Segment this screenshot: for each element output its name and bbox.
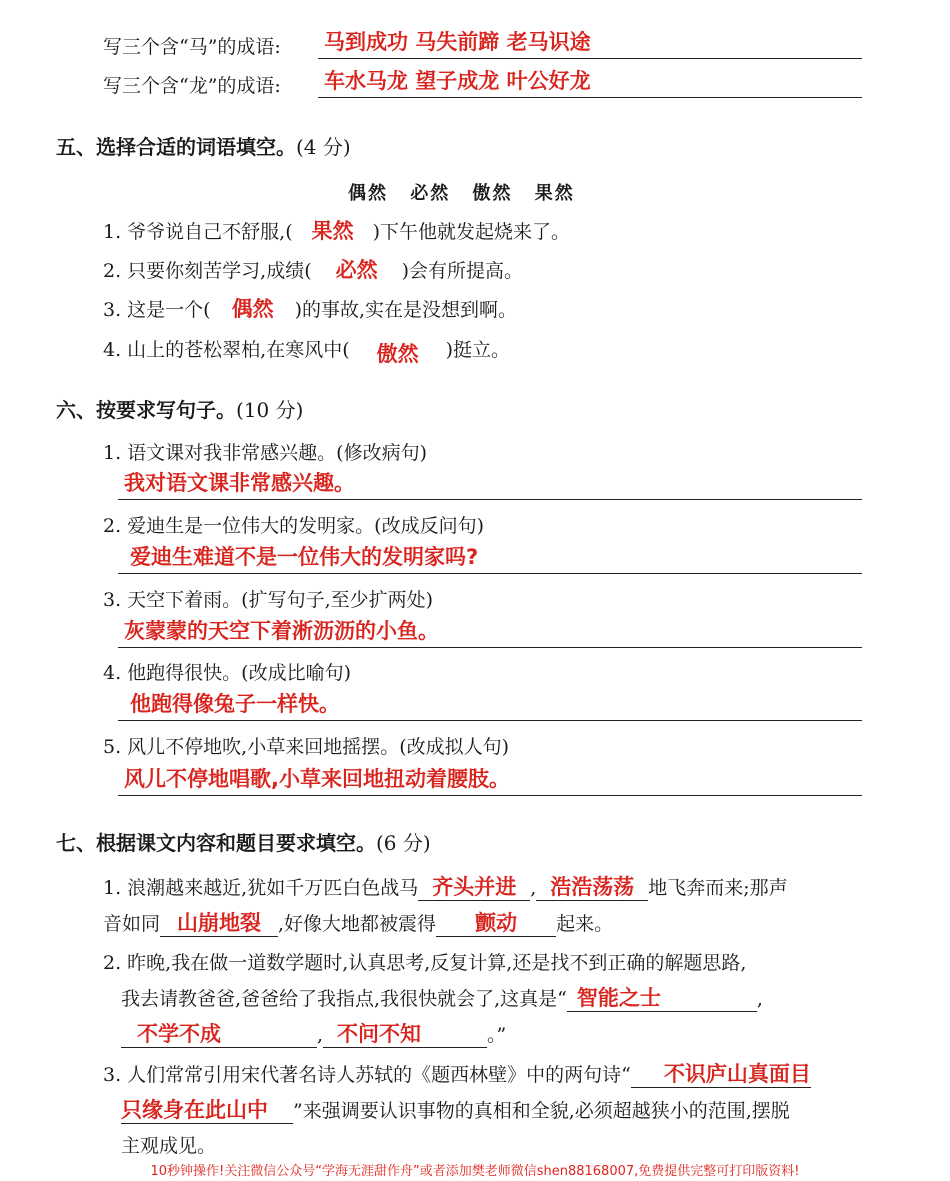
q2-answer-2: 不学不成	[121, 1021, 317, 1048]
q3-text-1: 3. 人们常常引用宋代著名诗人苏轼的《题西林壁》中的两句诗“	[103, 1064, 631, 1086]
section5-item-2	[103, 257, 523, 284]
section6-q3: 3. 天空下着雨。(扩写句子,至少扩两处)	[103, 589, 434, 611]
section6-a3-line	[118, 617, 862, 648]
section6-q2: 2. 爱迪生是一位伟大的发明家。(改成反问句)	[103, 515, 484, 537]
footer-notice: 10秒钟操作!关注微信公众号“学海无涯甜作舟”或者添加樊老师微信shen88168007,免费提供完整可打印版资料!	[150, 1164, 800, 1179]
idiom-long-answer: 车水马龙 望子成龙 叶公好龙	[324, 69, 591, 93]
section6-a4: 他跑得像兔子一样快。	[130, 692, 340, 716]
section6-a2-line	[118, 543, 862, 574]
item-1-post: )下午他就发起烧来了。	[372, 221, 571, 243]
item-2-answer: 必然	[335, 258, 378, 282]
section7-q1-line2	[103, 910, 613, 937]
q1-text-4: 音如同	[103, 913, 161, 935]
idiom-ma-answer-line	[318, 28, 862, 59]
q2-text-3: ,	[317, 1024, 324, 1046]
idiom-ma-answer: 马到成功 马失前蹄 老马识途	[324, 30, 591, 54]
section6-points: (10 分)	[236, 398, 304, 422]
section6-a1-line	[118, 469, 862, 500]
item-4-answer: 傲然	[376, 342, 419, 366]
q3-answer-1: 不识庐山真面目	[631, 1061, 811, 1088]
item-1-pre: 1. 爷爷说自己不舒服,(	[103, 221, 293, 243]
q1-answer-1: 齐头并进	[418, 874, 530, 901]
section5-item-3	[103, 296, 517, 323]
section6-a2: 爱迪生难道不是一位伟大的发明家吗?	[130, 545, 479, 569]
section7-q2-line2	[121, 985, 763, 1012]
item-1-answer: 果然	[311, 219, 354, 243]
item-3-post: )的事故,实在是没想到啊。	[294, 299, 518, 321]
section6-a5: 风儿不停地唱歌,小草来回地扭动着腰肢。	[124, 767, 510, 791]
section6-q5: 5. 风儿不停地吹,小草来回地摇摆。(改成拟人句)	[103, 736, 510, 758]
section7-q3-line2	[121, 1097, 790, 1124]
section7-q2-line1: 2. 昨晚,我在做一道数学题时,认真思考,反复计算,还是找不到正确的解题思路,	[103, 952, 747, 974]
section6-title: 六、按要求写句子。	[56, 398, 236, 422]
q1-text-3: 地飞奔而来;那声	[648, 877, 788, 899]
section7-heading	[56, 827, 431, 856]
section6-a3: 灰蒙蒙的天空下着淅沥沥的小鱼。	[124, 619, 439, 643]
item-2-pre: 2. 只要你刻苦学习,成绩(	[103, 260, 312, 282]
section5-item-1	[103, 218, 570, 245]
q1-answer-3: 山崩地裂	[160, 910, 278, 937]
q2-text-1: 我去请教爸爸,爸爸给了我指点,我很快就会了,这真是“	[121, 988, 567, 1010]
section6-a5-line	[118, 765, 862, 796]
item-3-pre: 3. 这是一个(	[103, 299, 211, 321]
idiom-long-answer-line	[318, 67, 862, 98]
section6-q4: 4. 他跑得很快。(改成比喻句)	[103, 662, 351, 684]
section7-points: (6 分)	[376, 831, 431, 855]
q2-text-4: 。”	[487, 1024, 507, 1046]
item-4-pre: 4. 山上的苍松翠柏,在寒风中(	[103, 339, 350, 361]
q3-text-2: ”来强调要认识事物的真相和全貌,必须超越狭小的范围,摆脱	[293, 1100, 790, 1122]
idiom-long-row	[103, 73, 281, 99]
q1-text-2: ,	[530, 877, 537, 899]
q2-text-2: ,	[756, 988, 763, 1010]
section5-word-bank: 偶然 必然 傲然 果然	[348, 183, 575, 204]
section7-title: 七、根据课文内容和题目要求填空。	[56, 831, 376, 855]
q1-text-5: ,好像大地都被震得	[278, 913, 437, 935]
section7-q3-line3: 主观成见。	[121, 1135, 217, 1157]
idiom-ma-row	[103, 34, 281, 60]
section6-heading	[56, 394, 303, 423]
section7-q3-line1	[103, 1061, 811, 1088]
q3-answer-2: 只缘身在此山中	[121, 1097, 293, 1124]
section6-a1: 我对语文课非常感兴趣。	[124, 471, 355, 495]
item-3-answer: 偶然	[231, 297, 274, 321]
section7-q1-line1	[103, 874, 788, 901]
q1-text-6: 起来。	[556, 913, 614, 935]
section5-heading	[56, 131, 351, 160]
q2-answer-3: 不问不知	[323, 1021, 487, 1048]
item-4-post: )挺立。	[445, 339, 511, 361]
idiom-long-prompt: 写三个含“龙”的成语:	[103, 75, 281, 97]
section6-q1: 1. 语文课对我非常感兴趣。(修改病句)	[103, 442, 427, 464]
section6-a4-line	[118, 690, 862, 721]
idiom-ma-prompt: 写三个含“马”的成语:	[103, 36, 281, 58]
section5-title: 五、选择合适的词语填空。	[56, 135, 296, 159]
section7-q2-line3	[121, 1021, 506, 1048]
q1-answer-2: 浩浩荡荡	[536, 874, 648, 901]
section5-points: (4 分)	[296, 135, 351, 159]
q2-answer-1: 智能之士	[567, 985, 757, 1012]
section5-item-4	[103, 336, 511, 366]
q1-answer-4: 颤动	[436, 910, 556, 937]
item-2-post: )会有所提高。	[401, 260, 524, 282]
q1-text-1: 1. 浪潮越来越近,犹如千万匹白色战马	[103, 877, 419, 899]
